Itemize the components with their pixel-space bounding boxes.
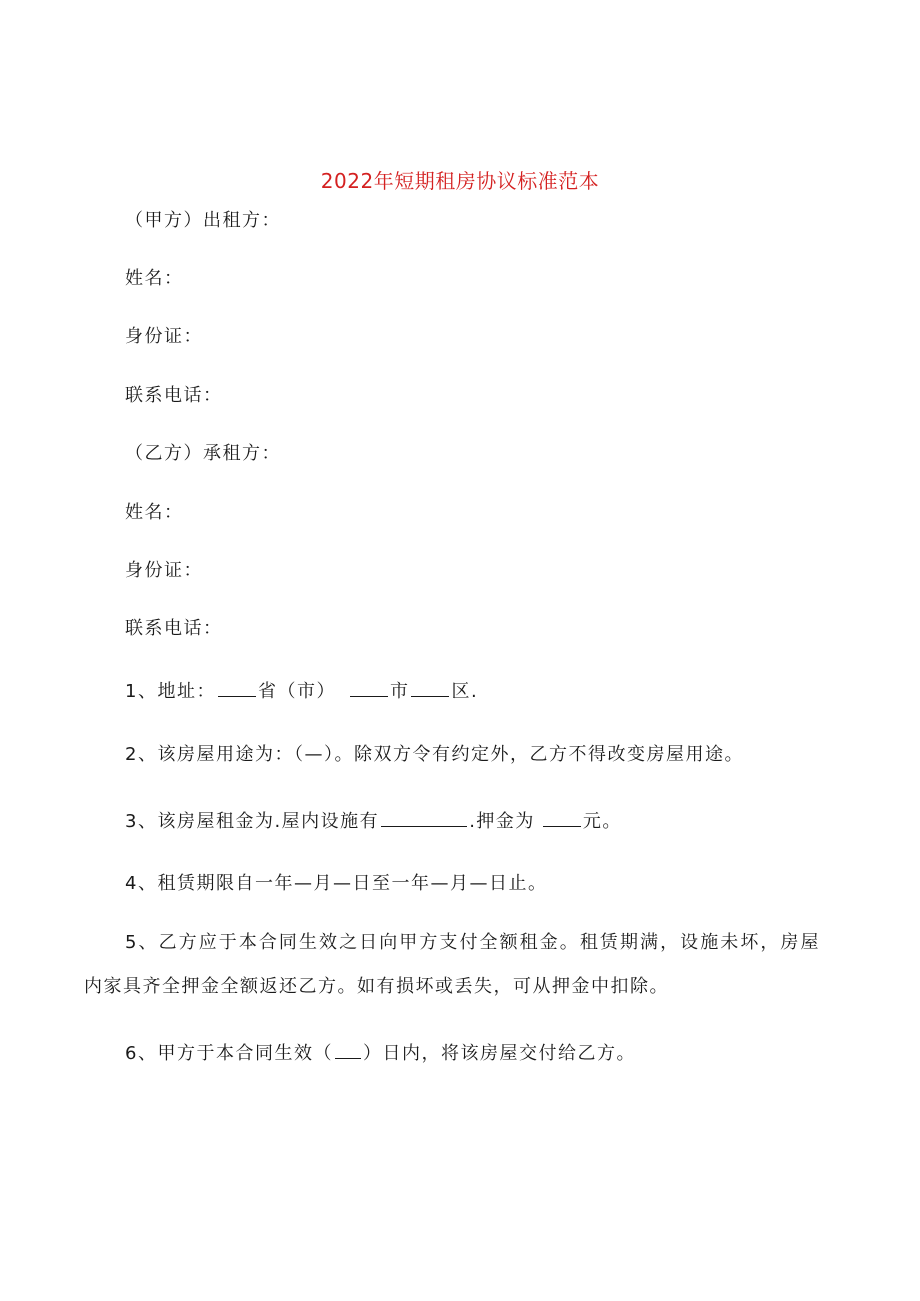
days-blank [335, 1040, 361, 1059]
clause-3-deposit: .押金为 [469, 811, 535, 832]
document-title: 2022年短期租房协议标准范本 [320, 169, 600, 193]
clause-3-prefix: 3、该房屋租金为.屋内设施有 [125, 811, 380, 832]
party-b-name-label: 姓名： [125, 502, 184, 523]
party-a-heading: （甲方）出租方： [125, 210, 281, 231]
clause-1 [125, 678, 478, 704]
clause-1-prefix: 1、地址： [125, 681, 216, 702]
deposit-blank [543, 808, 581, 827]
province-blank [218, 678, 256, 697]
clause-1-district: 区. [451, 681, 479, 702]
party-b-phone-label: 联系电话： [125, 618, 223, 639]
clause-2: 2、该房屋用途为：（—）。除双方令有约定外，乙方不得改变房屋用途。 [125, 744, 744, 765]
facilities-blank [381, 808, 467, 827]
clause-4: 4、租赁期限自一年—月—日至一年—月—日止。 [125, 873, 548, 894]
party-a-phone-label: 联系电话： [125, 385, 223, 406]
clause-1-city: 市 [389, 681, 410, 702]
party-a-name-label: 姓名： [125, 268, 184, 289]
clause-6 [125, 1040, 636, 1066]
party-b-heading: （乙方）承租方： [125, 443, 281, 464]
district-blank [411, 678, 449, 697]
clause-6-suffix: ）日内，将该房屋交付给乙方。 [362, 1043, 636, 1064]
party-a-id-label: 身份证： [125, 326, 203, 347]
city-blank [350, 678, 388, 697]
party-b-id-label: 身份证： [125, 560, 203, 581]
clause-3 [125, 808, 622, 834]
clause-1-province: 省（市） [257, 681, 336, 702]
clause-3-unit: 元。 [582, 811, 622, 832]
clause-6-prefix: 6、甲方于本合同生效（ [125, 1043, 333, 1064]
clause-5: 5、乙方应于本合同生效之日向甲方支付全额租金。租赁期满，设施未坏，房屋内家具齐全押金全额返还乙方。如有损坏或丢失，可从押金中扣除。 [84, 932, 820, 997]
